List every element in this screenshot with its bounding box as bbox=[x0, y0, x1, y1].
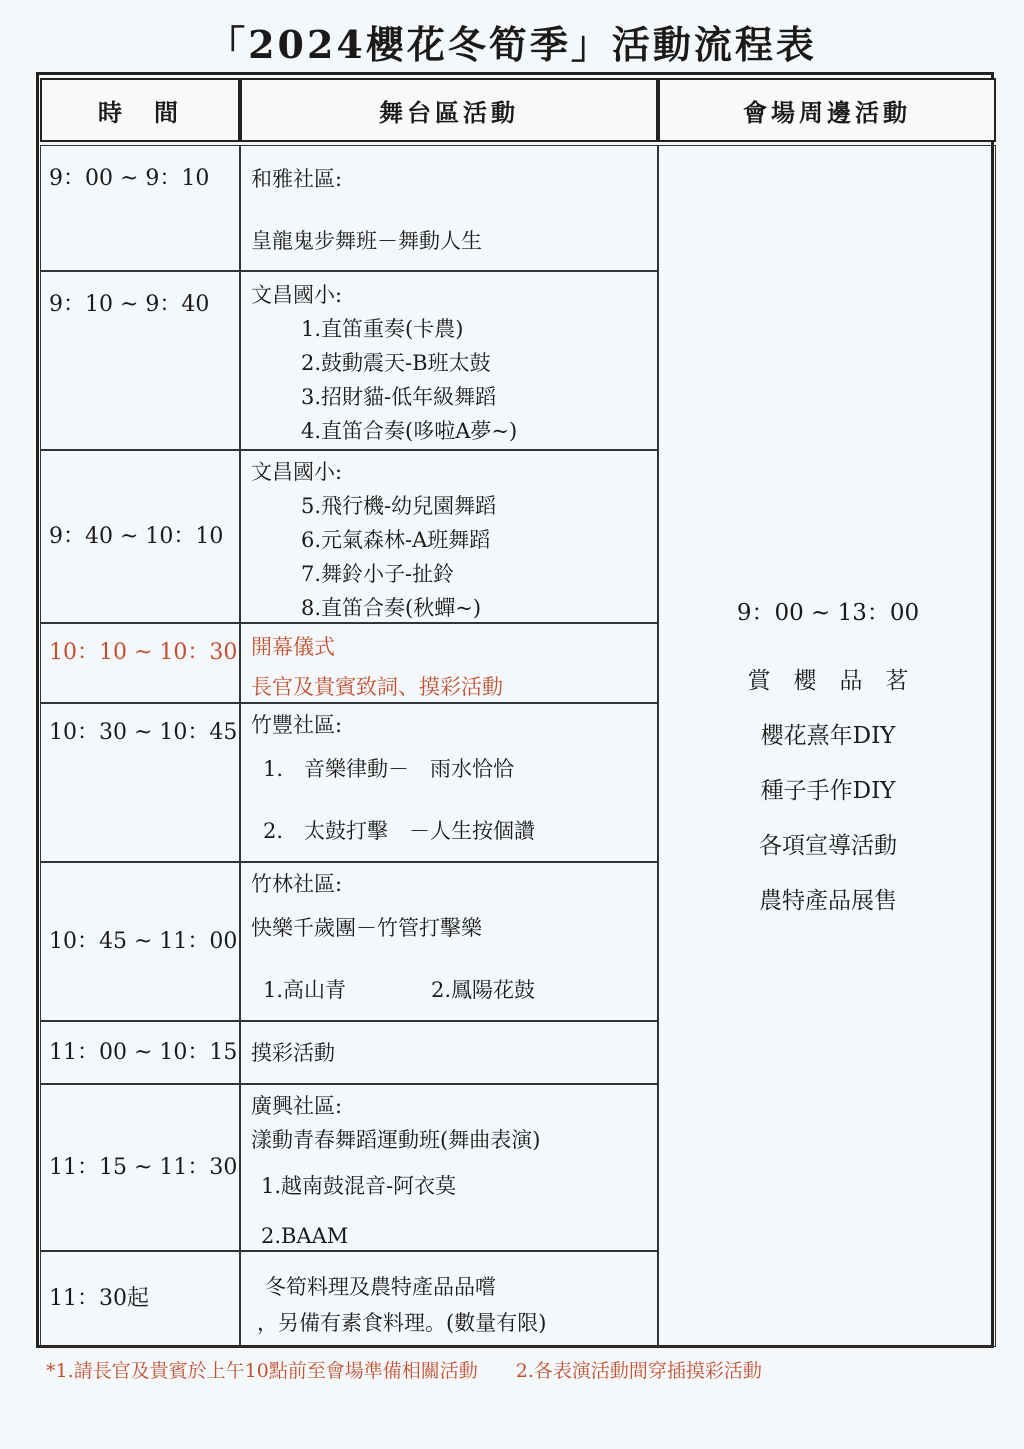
header-stage: 舞台區活動 bbox=[240, 78, 658, 142]
page-title: 「2024櫻花冬筍季」活動流程表 bbox=[207, 22, 817, 67]
activity-line: 2.BAAM bbox=[261, 1224, 349, 1248]
activity-line: 摸彩活動 bbox=[251, 1041, 335, 1065]
activity-line: 漾動青春舞蹈運動班(舞曲表演) bbox=[251, 1128, 541, 1152]
activity-line: 1. 音樂律動－ 雨水恰恰 bbox=[263, 757, 515, 781]
venue-item: 種子手作DIY bbox=[760, 778, 896, 804]
time-cell-3: 9：40 ~ 10：10 bbox=[40, 450, 240, 623]
venue-item: 農特產品展售 bbox=[759, 888, 897, 914]
activity-cell-7 bbox=[240, 1021, 658, 1084]
activity-line: 1.直笛重奏(卡農) bbox=[301, 317, 464, 341]
activity-line: 快樂千歲團－竹管打擊樂 bbox=[251, 916, 482, 940]
activity-line: 文昌國小: bbox=[251, 283, 343, 307]
activity-cell-9 bbox=[240, 1251, 658, 1347]
time-cell-9: 11：30起 bbox=[40, 1251, 240, 1347]
activity-cell-6 bbox=[240, 862, 658, 1021]
venue-activities-cell bbox=[658, 145, 996, 1347]
activity-line: 文昌國小: bbox=[251, 460, 343, 484]
venue-time: 9：00 ~ 13：00 bbox=[736, 600, 920, 626]
activity-line: 8.直笛合奏(秋蟬~) bbox=[301, 596, 482, 620]
venue-item: 賞 櫻 品 茗 bbox=[747, 668, 909, 694]
activity-line: 2. 太鼓打擊 －人生按個讚 bbox=[263, 819, 536, 843]
activity-line: 竹豐社區: bbox=[251, 713, 343, 737]
activity-line: 和雅社區: bbox=[251, 167, 343, 191]
activity-line: 2.鳳陽花鼓 bbox=[431, 978, 536, 1002]
activity-cell-1 bbox=[240, 145, 658, 271]
activity-cell-2 bbox=[240, 271, 658, 450]
activity-line: 冬筍料理及農特產品品嚐 bbox=[265, 1275, 496, 1299]
time-cell-5: 10：30 ~ 10：45 bbox=[40, 703, 240, 862]
header-time: 時 間 bbox=[40, 78, 240, 142]
activity-line: 竹林社區: bbox=[251, 872, 343, 896]
venue-item: 各項宣導活動 bbox=[759, 833, 897, 859]
time-cell-4: 10：10 ~ 10：30 bbox=[40, 623, 240, 703]
activity-line: 1.越南鼓混音-阿衣莫 bbox=[261, 1174, 457, 1198]
activity-line: 1.高山青 bbox=[263, 978, 347, 1002]
activity-line: 3.招財貓-低年級舞蹈 bbox=[301, 385, 497, 409]
activity-line: 7.舞鈴小子-扯鈴 bbox=[301, 562, 455, 586]
header-venue: 會場周邊活動 bbox=[658, 78, 996, 142]
activity-cell-5 bbox=[240, 703, 658, 862]
venue-item: 櫻花熹年DIY bbox=[760, 723, 896, 749]
activity-cell-3 bbox=[240, 450, 658, 623]
time-cell-8: 11：15 ~ 11：30 bbox=[40, 1084, 240, 1251]
activity-line: 開幕儀式 bbox=[251, 635, 335, 659]
time-cell-2: 9：10 ~ 9：40 bbox=[40, 271, 240, 450]
activity-cell-8 bbox=[240, 1084, 658, 1251]
footnote: *1.請長官及貴賓於上午10點前至會場準備相關活動 2.各表演活動間穿插摸彩活動 bbox=[46, 1360, 762, 1382]
activity-line: 5.飛行機-幼兒園舞蹈 bbox=[301, 494, 497, 518]
activity-line: 長官及貴賓致詞、摸彩活動 bbox=[251, 675, 503, 699]
activity-line: 4.直笛合奏(哆啦A夢~) bbox=[301, 419, 518, 443]
activity-cell-4 bbox=[240, 623, 658, 703]
activity-line: 2.鼓動震天-B班太鼓 bbox=[301, 351, 491, 375]
time-cell-6: 10：45 ~ 11：00 bbox=[40, 862, 240, 1021]
activity-line: 皇龍鬼步舞班－舞動人生 bbox=[251, 229, 482, 253]
activity-line: 廣興社區: bbox=[251, 1094, 343, 1118]
activity-line: ，另備有素食料理。(數量有限) bbox=[257, 1311, 547, 1335]
time-cell-7: 11：00 ~ 10：15 bbox=[40, 1021, 240, 1084]
activity-line: 6.元氣森林-A班舞蹈 bbox=[301, 528, 491, 552]
time-cell-1: 9：00 ~ 9：10 bbox=[40, 145, 240, 271]
